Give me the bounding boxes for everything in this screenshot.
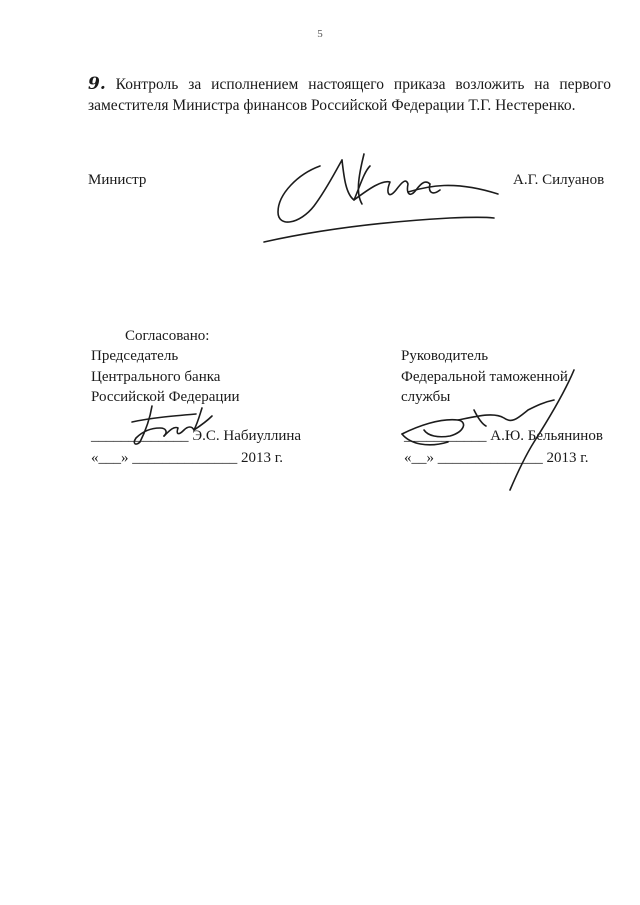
right-date-year: 2013 г. <box>546 450 589 466</box>
paragraph-number: 9. <box>88 74 106 94</box>
minister-name: А.Г. Силуанов <box>513 172 605 188</box>
left-date-row <box>91 450 283 467</box>
right-signature <box>378 360 588 495</box>
right-position-line-3: службы <box>401 389 451 405</box>
right-sign-line: ___________ <box>404 428 487 444</box>
right-position-line-1: Руководитель <box>401 348 489 364</box>
paragraph-line-2: заместителя Министра финансов Российской Федерации Т.Г. Нестеренко. <box>88 97 576 114</box>
left-sign-line: _____________ <box>91 428 189 444</box>
right-date-close-quote: » <box>426 450 434 466</box>
page-number: 5 <box>317 28 323 40</box>
right-date-day-blank: __ <box>411 450 427 466</box>
paragraph-text-1: Контроль за исполнением настоящего приказа возложить на первого <box>115 76 611 93</box>
left-position-line-1: Председатель <box>91 348 179 364</box>
minister-signature <box>258 138 508 250</box>
right-date-open-quote: « <box>404 450 412 466</box>
right-date-month-blank: ______________ <box>437 450 543 466</box>
left-signature <box>120 398 230 450</box>
minister-title: Министр <box>88 172 147 188</box>
paragraph-line-1 <box>88 73 611 96</box>
left-position-line-2: Центрального банка <box>91 369 221 385</box>
left-date-close-quote: » <box>121 450 129 466</box>
left-date-year: 2013 г. <box>241 450 283 466</box>
left-date-open-quote: « <box>91 450 99 466</box>
left-date-month-blank: ______________ <box>132 450 238 466</box>
right-position-line-2: Федеральной таможенной <box>401 369 568 385</box>
approval-heading: Согласовано: <box>125 328 210 344</box>
left-date-day-blank: ___ <box>98 450 121 466</box>
left-signer-name: Э.С. Набиуллина <box>192 428 302 444</box>
left-position-line-3: Российской Федерации <box>91 389 240 405</box>
right-signer-name: А.Ю. Бельянинов <box>490 428 603 444</box>
